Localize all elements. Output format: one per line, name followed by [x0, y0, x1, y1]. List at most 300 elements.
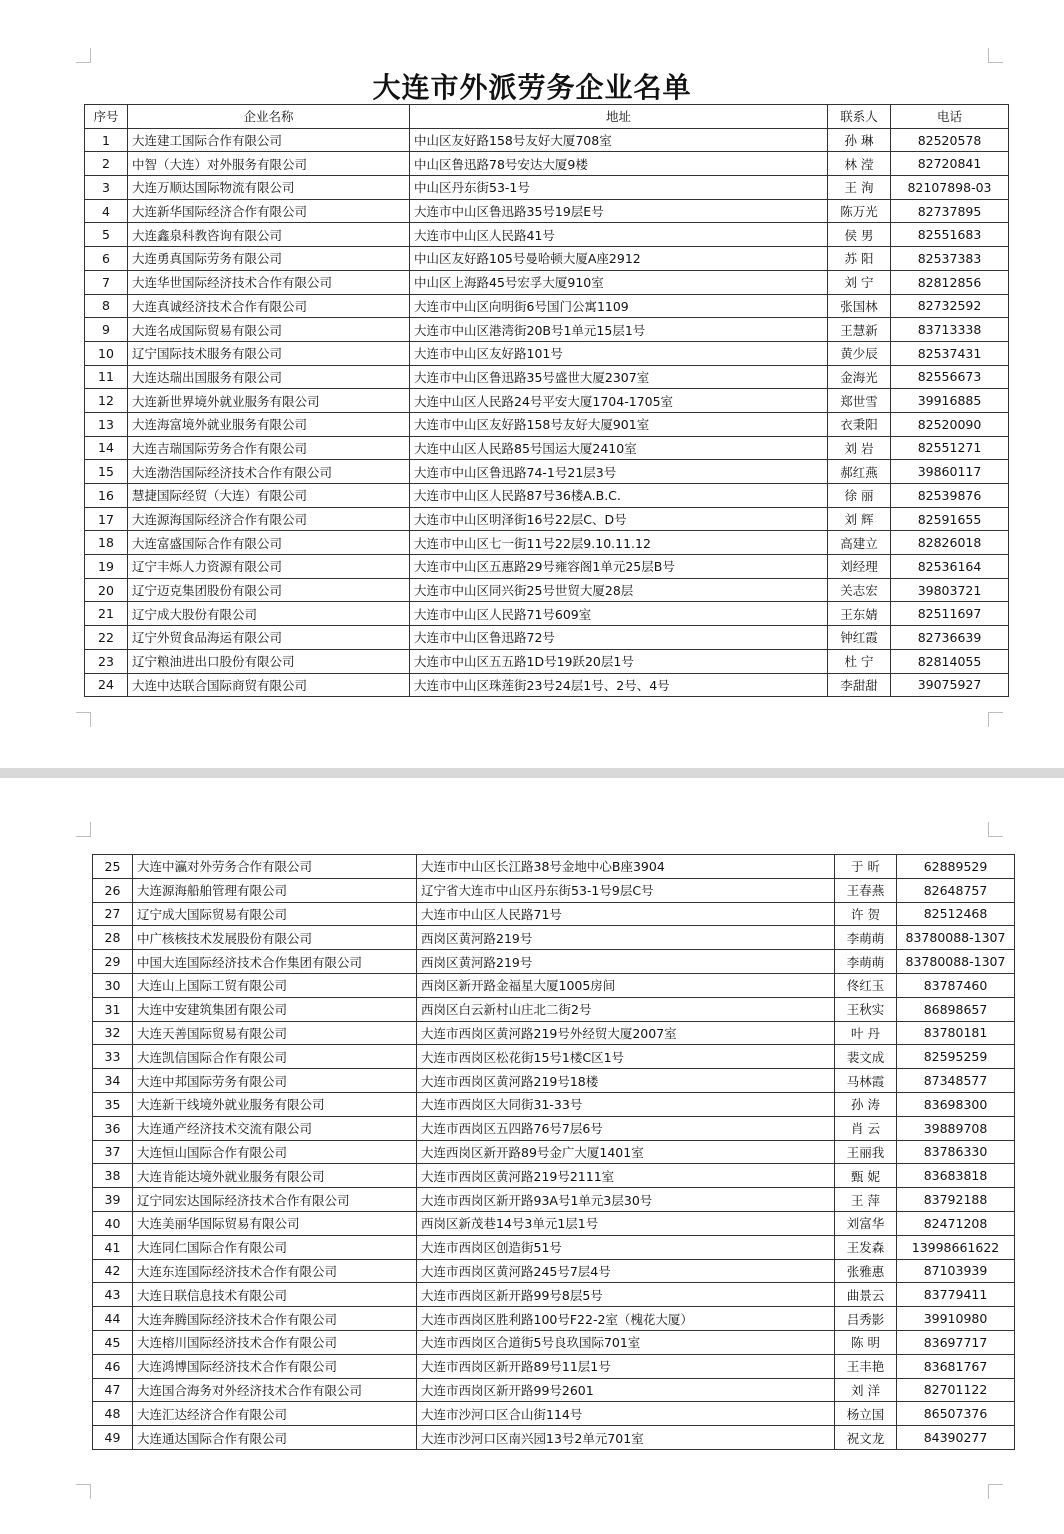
cell-phone: 39075927 [891, 673, 1009, 697]
cell-phone: 83792188 [897, 1188, 1015, 1212]
cell-company-name: 大连日联信息技术有限公司 [133, 1283, 417, 1307]
cell-company-name: 大连源海国际经济合作有限公司 [128, 507, 410, 531]
cell-company-name: 大连天善国际贸易有限公司 [133, 1021, 417, 1045]
cell-address: 大连中山区人民路24号平安大厦1704-1705室 [410, 389, 828, 413]
cell-no: 2 [85, 152, 128, 176]
cell-phone: 83787460 [897, 973, 1015, 997]
header-no: 序号 [85, 105, 128, 129]
cell-no: 20 [85, 578, 128, 602]
cell-company-name: 中广核核技术发展股份有限公司 [133, 926, 417, 950]
cell-address: 大连西岗区新开路89号金广大厦1401室 [417, 1140, 835, 1164]
cell-contact: 张国林 [828, 294, 891, 318]
cell-contact: 王秋实 [835, 997, 897, 1021]
cell-company-name: 大连海富境外就业服务有限公司 [128, 412, 410, 436]
cell-no: 49 [93, 1426, 133, 1450]
cell-contact: 肖 云 [835, 1116, 897, 1140]
cell-no: 18 [85, 531, 128, 555]
cell-no: 34 [93, 1069, 133, 1093]
table-row [85, 294, 1009, 318]
cell-contact: 钟红霞 [828, 626, 891, 650]
cell-address: 中山区友好路105号曼哈顿大厦A座2912 [410, 247, 828, 271]
cell-phone: 83786330 [897, 1140, 1015, 1164]
table-row [85, 247, 1009, 271]
crop-mark [76, 48, 91, 63]
cell-address: 大连市中山区鲁迅路35号19层E号 [410, 199, 828, 223]
cell-no: 28 [93, 926, 133, 950]
cell-phone: 39860117 [891, 460, 1009, 484]
cell-phone: 83697717 [897, 1330, 1015, 1354]
cell-address: 中山区鲁迅路78号安达大厦9楼 [410, 152, 828, 176]
cell-company-name: 大连凯信国际合作有限公司 [133, 1045, 417, 1069]
cell-address: 大连市西岗区黄河路219号外经贸大厦2007室 [417, 1021, 835, 1045]
cell-contact: 苏 阳 [828, 247, 891, 271]
cell-contact: 刘 洋 [835, 1378, 897, 1402]
table-row [93, 1188, 1015, 1212]
cell-contact: 侯 男 [828, 223, 891, 247]
cell-contact: 王丰艳 [835, 1354, 897, 1378]
cell-company-name: 辽宁粮油进出口股份有限公司 [128, 649, 410, 673]
cell-contact: 王春燕 [835, 878, 897, 902]
cell-company-name: 大连吉瑞国际劳务合作有限公司 [128, 436, 410, 460]
cell-no: 41 [93, 1235, 133, 1259]
cell-no: 27 [93, 902, 133, 926]
cell-address: 西岗区新茂巷14号3单元1层1号 [417, 1211, 835, 1235]
cell-address: 西岗区新开路金福星大厦1005房间 [417, 973, 835, 997]
cell-no: 35 [93, 1092, 133, 1116]
table-header-row [85, 105, 1009, 129]
cell-company-name: 辽宁迈克集团股份有限公司 [128, 578, 410, 602]
cell-contact: 曲景云 [835, 1283, 897, 1307]
header-address: 地址 [410, 105, 828, 129]
cell-contact: 叶 丹 [835, 1021, 897, 1045]
cell-address: 大连市中山区五惠路29号雍容阁1单元25层B号 [410, 555, 828, 579]
cell-phone: 83683818 [897, 1164, 1015, 1188]
cell-company-name: 大连中安建筑集团有限公司 [133, 997, 417, 1021]
cell-no: 39 [93, 1188, 133, 1212]
cell-contact: 王发森 [835, 1235, 897, 1259]
cell-phone: 82536164 [891, 555, 1009, 579]
cell-address: 大连市中山区同兴街25号世贸大厦28层 [410, 578, 828, 602]
cell-contact: 吕秀影 [835, 1307, 897, 1331]
table-row [85, 176, 1009, 200]
cell-company-name: 大连新世界境外就业服务有限公司 [128, 389, 410, 413]
table-row [85, 128, 1009, 152]
table-row [93, 1354, 1015, 1378]
cell-no: 16 [85, 484, 128, 508]
cell-contact: 王 洵 [828, 176, 891, 200]
cell-no: 19 [85, 555, 128, 579]
cell-contact: 徐 丽 [828, 484, 891, 508]
cell-address: 西岗区白云新村山庄北二街2号 [417, 997, 835, 1021]
cell-address: 大连市中山区向明街6号国门公寓1109 [410, 294, 828, 318]
cell-company-name: 大连万顺达国际物流有限公司 [128, 176, 410, 200]
table-row [93, 1140, 1015, 1164]
table-row [85, 531, 1009, 555]
company-table-page-1 [84, 104, 1009, 697]
cell-phone: 82520578 [891, 128, 1009, 152]
cell-company-name: 大连渤浩国际经济技术合作有限公司 [128, 460, 410, 484]
table-row [93, 1235, 1015, 1259]
cell-no: 12 [85, 389, 128, 413]
cell-phone: 82511697 [891, 602, 1009, 626]
cell-contact: 刘经理 [828, 555, 891, 579]
cell-company-name: 大连山上国际工贸有限公司 [133, 973, 417, 997]
cell-company-name: 大连华世国际经济技术合作有限公司 [128, 270, 410, 294]
cell-address: 大连市西岗区大同街31-33号 [417, 1092, 835, 1116]
cell-company-name: 大连中达联合国际商贸有限公司 [128, 673, 410, 697]
table-row [85, 389, 1009, 413]
cell-phone: 39889708 [897, 1116, 1015, 1140]
cell-phone: 82826018 [891, 531, 1009, 555]
cell-no: 24 [85, 673, 128, 697]
cell-contact: 李萌萌 [835, 950, 897, 974]
company-table-page-2 [92, 854, 1015, 1450]
cell-address: 大连市中山区港湾街20B号1单元15层1号 [410, 318, 828, 342]
table-row [85, 152, 1009, 176]
cell-phone: 82537383 [891, 247, 1009, 271]
cell-contact: 李萌萌 [835, 926, 897, 950]
cell-phone: 82732592 [891, 294, 1009, 318]
cell-company-name: 大连源海船舶管理有限公司 [133, 878, 417, 902]
cell-contact: 祝文龙 [835, 1426, 897, 1450]
crop-mark [988, 48, 1003, 63]
cell-phone: 83681767 [897, 1354, 1015, 1378]
cell-company-name: 大连肯能达境外就业服务有限公司 [133, 1164, 417, 1188]
crop-mark [988, 712, 1003, 727]
cell-address: 大连市中山区人民路71号 [417, 902, 835, 926]
cell-phone: 87103939 [897, 1259, 1015, 1283]
cell-no: 4 [85, 199, 128, 223]
cell-company-name: 大连汇达经济合作有限公司 [133, 1402, 417, 1426]
cell-phone: 39910980 [897, 1307, 1015, 1331]
cell-phone: 83780088-1307 [897, 926, 1015, 950]
cell-no: 42 [93, 1259, 133, 1283]
cell-contact: 林 滢 [828, 152, 891, 176]
cell-no: 7 [85, 270, 128, 294]
cell-address: 大连市中山区人民路71号609室 [410, 602, 828, 626]
cell-phone: 82551683 [891, 223, 1009, 247]
table-row [93, 950, 1015, 974]
cell-address: 大连市西岗区松花街15号1楼C区1号 [417, 1045, 835, 1069]
cell-company-name: 慧捷国际经贸（大连）有限公司 [128, 484, 410, 508]
cell-address: 大连市中山区珠莲街23号24层1号、2号、4号 [410, 673, 828, 697]
cell-company-name: 大连达瑞出国服务有限公司 [128, 365, 410, 389]
table-row [93, 1378, 1015, 1402]
cell-company-name: 大连东连国际经济技术合作有限公司 [133, 1259, 417, 1283]
table-row [93, 1092, 1015, 1116]
cell-address: 大连市中山区明泽街16号22层C、D号 [410, 507, 828, 531]
cell-phone: 83780088-1307 [897, 950, 1015, 974]
cell-address: 大连中山区人民路85号国运大厦2410室 [410, 436, 828, 460]
cell-no: 47 [93, 1378, 133, 1402]
cell-company-name: 大连鸿博国际经济技术合作有限公司 [133, 1354, 417, 1378]
table-row [93, 1164, 1015, 1188]
cell-phone: 82591655 [891, 507, 1009, 531]
table-row [93, 1283, 1015, 1307]
cell-no: 22 [85, 626, 128, 650]
cell-address: 大连市西岗区五四路76号7层6号 [417, 1116, 835, 1140]
cell-company-name: 辽宁丰烁人力资源有限公司 [128, 555, 410, 579]
cell-company-name: 大连通产经济技术交流有限公司 [133, 1116, 417, 1140]
cell-contact: 王慧新 [828, 318, 891, 342]
cell-no: 25 [93, 855, 133, 879]
cell-no: 48 [93, 1402, 133, 1426]
cell-phone: 82551271 [891, 436, 1009, 460]
cell-phone: 82520090 [891, 412, 1009, 436]
cell-address: 辽宁省大连市中山区丹东街53-1号9层C号 [417, 878, 835, 902]
header-name: 企业名称 [128, 105, 410, 129]
cell-phone: 82471208 [897, 1211, 1015, 1235]
cell-contact: 刘 宁 [828, 270, 891, 294]
cell-phone: 82595259 [897, 1045, 1015, 1069]
cell-no: 31 [93, 997, 133, 1021]
cell-contact: 张雅惠 [835, 1259, 897, 1283]
table-row [85, 460, 1009, 484]
cell-address: 大连市西岗区黄河路219号2111室 [417, 1164, 835, 1188]
cell-contact: 佟红玉 [835, 973, 897, 997]
cell-phone: 83698300 [897, 1092, 1015, 1116]
cell-no: 26 [93, 878, 133, 902]
cell-address: 大连市中山区长江路38号金地中心B座3904 [417, 855, 835, 879]
table-row [93, 1045, 1015, 1069]
cell-no: 10 [85, 341, 128, 365]
cell-contact: 李甜甜 [828, 673, 891, 697]
cell-phone: 82701122 [897, 1378, 1015, 1402]
table-row [93, 902, 1015, 926]
cell-address: 大连市中山区人民路87号36楼A.B.C. [410, 484, 828, 508]
cell-phone: 83713338 [891, 318, 1009, 342]
cell-phone: 83780181 [897, 1021, 1015, 1045]
cell-company-name: 大连同仁国际合作有限公司 [133, 1235, 417, 1259]
cell-company-name: 大连中邦国际劳务有限公司 [133, 1069, 417, 1093]
cell-phone: 82556673 [891, 365, 1009, 389]
cell-address: 大连市中山区友好路101号 [410, 341, 828, 365]
cell-contact: 郑世雪 [828, 389, 891, 413]
cell-address: 大连市中山区人民路41号 [410, 223, 828, 247]
header-contact: 联系人 [828, 105, 891, 129]
table-body-page-1 [85, 128, 1009, 697]
cell-phone: 82537431 [891, 341, 1009, 365]
table-row [85, 199, 1009, 223]
cell-contact: 王 萍 [835, 1188, 897, 1212]
cell-no: 32 [93, 1021, 133, 1045]
cell-phone: 86507376 [897, 1402, 1015, 1426]
cell-no: 14 [85, 436, 128, 460]
table-row [93, 1116, 1015, 1140]
table-row [93, 926, 1015, 950]
cell-company-name: 大连鑫泉科教咨询有限公司 [128, 223, 410, 247]
cell-company-name: 大连中瀛对外劳务合作有限公司 [133, 855, 417, 879]
cell-contact: 黄少辰 [828, 341, 891, 365]
cell-address: 大连市沙河口区合山街114号 [417, 1402, 835, 1426]
cell-company-name: 大连新干线境外就业服务有限公司 [133, 1092, 417, 1116]
cell-contact: 刘 岩 [828, 436, 891, 460]
cell-phone: 62889529 [897, 855, 1015, 879]
cell-company-name: 辽宁同宏达国际经济技术合作有限公司 [133, 1188, 417, 1212]
table-row [85, 555, 1009, 579]
table-row [93, 1211, 1015, 1235]
cell-phone: 82737895 [891, 199, 1009, 223]
cell-contact: 郝红燕 [828, 460, 891, 484]
cell-contact: 于 昕 [835, 855, 897, 879]
cell-address: 中山区友好路158号友好大厦708室 [410, 128, 828, 152]
cell-company-name: 大连真诚经济技术合作有限公司 [128, 294, 410, 318]
cell-address: 大连市中山区鲁迅路72号 [410, 626, 828, 650]
cell-no: 36 [93, 1116, 133, 1140]
crop-mark [76, 1484, 91, 1499]
table-row [85, 673, 1009, 697]
cell-company-name: 大连勇真国际劳务有限公司 [128, 247, 410, 271]
cell-company-name: 大连恒山国际合作有限公司 [133, 1140, 417, 1164]
cell-phone: 82814055 [891, 649, 1009, 673]
cell-contact: 刘 辉 [828, 507, 891, 531]
cell-address: 西岗区黄河路219号 [417, 950, 835, 974]
table-row [93, 1021, 1015, 1045]
crop-mark [76, 712, 91, 727]
cell-contact: 孙 琳 [828, 128, 891, 152]
cell-address: 大连市西岗区胜利路100号F22-2室（槐花大厦） [417, 1307, 835, 1331]
cell-contact: 陈万光 [828, 199, 891, 223]
cell-no: 11 [85, 365, 128, 389]
table-row [85, 318, 1009, 342]
table-row [85, 341, 1009, 365]
cell-no: 1 [85, 128, 128, 152]
cell-no: 15 [85, 460, 128, 484]
cell-company-name: 大连通达国际合作有限公司 [133, 1426, 417, 1450]
cell-company-name: 大连名成国际贸易有限公司 [128, 318, 410, 342]
cell-no: 5 [85, 223, 128, 247]
cell-address: 大连市中山区五五路1D号19跃20层1号 [410, 649, 828, 673]
cell-company-name: 大连榕川国际经济技术合作有限公司 [133, 1330, 417, 1354]
table-row [93, 997, 1015, 1021]
cell-phone: 82107898-03 [891, 176, 1009, 200]
cell-company-name: 辽宁成大股份有限公司 [128, 602, 410, 626]
cell-phone: 86898657 [897, 997, 1015, 1021]
cell-company-name: 中智（大连）对外服务有限公司 [128, 152, 410, 176]
cell-no: 6 [85, 247, 128, 271]
cell-address: 中山区上海路45号宏孚大厦910室 [410, 270, 828, 294]
cell-no: 21 [85, 602, 128, 626]
cell-phone: 82648757 [897, 878, 1015, 902]
table-row [85, 484, 1009, 508]
cell-contact: 马林霞 [835, 1069, 897, 1093]
cell-address: 大连市中山区鲁迅路35号盛世大厦2307室 [410, 365, 828, 389]
cell-address: 大连市中山区七一街11号22层9.10.11.12 [410, 531, 828, 555]
cell-address: 中山区丹东街53-1号 [410, 176, 828, 200]
cell-no: 33 [93, 1045, 133, 1069]
cell-contact: 陈 明 [835, 1330, 897, 1354]
document-page-2 [0, 778, 1064, 1534]
cell-address: 大连市西岗区新开路89号11层1号 [417, 1354, 835, 1378]
cell-no: 38 [93, 1164, 133, 1188]
cell-address: 大连市西岗区新开路99号2601 [417, 1378, 835, 1402]
cell-phone: 39916885 [891, 389, 1009, 413]
table-row [85, 578, 1009, 602]
cell-no: 29 [93, 950, 133, 974]
table-row [85, 270, 1009, 294]
cell-no: 46 [93, 1354, 133, 1378]
table-row [93, 855, 1015, 879]
cell-address: 大连市西岗区新开路93A号1单元3层30号 [417, 1188, 835, 1212]
cell-phone: 83779411 [897, 1283, 1015, 1307]
cell-phone: 39803721 [891, 578, 1009, 602]
crop-mark [988, 822, 1003, 837]
cell-address: 西岗区黄河路219号 [417, 926, 835, 950]
cell-phone: 13998661622 [897, 1235, 1015, 1259]
cell-company-name: 中国大连国际经济技术合作集团有限公司 [133, 950, 417, 974]
table-row [85, 507, 1009, 531]
cell-company-name: 大连富盛国际合作有限公司 [128, 531, 410, 555]
table-body-page-2 [93, 855, 1015, 1450]
cell-company-name: 辽宁国际技术服务有限公司 [128, 341, 410, 365]
cell-phone: 82720841 [891, 152, 1009, 176]
cell-no: 43 [93, 1283, 133, 1307]
cell-address: 大连市中山区友好路158号友好大厦901室 [410, 412, 828, 436]
cell-contact: 杨立国 [835, 1402, 897, 1426]
cell-phone: 82736639 [891, 626, 1009, 650]
cell-address: 大连市沙河口区南兴园13号2单元701室 [417, 1426, 835, 1450]
cell-contact: 杜 宁 [828, 649, 891, 673]
cell-contact: 衣秉阳 [828, 412, 891, 436]
cell-company-name: 大连国合海务对外经济技术合作有限公司 [133, 1378, 417, 1402]
table-row [85, 602, 1009, 626]
cell-no: 44 [93, 1307, 133, 1331]
cell-no: 13 [85, 412, 128, 436]
crop-mark [76, 822, 91, 837]
cell-no: 30 [93, 973, 133, 997]
table-row [93, 1069, 1015, 1093]
table-row [93, 1259, 1015, 1283]
cell-contact: 孙 涛 [835, 1092, 897, 1116]
cell-contact: 刘富华 [835, 1211, 897, 1235]
table-row [85, 412, 1009, 436]
cell-contact: 许 贺 [835, 902, 897, 926]
cell-phone: 87348577 [897, 1069, 1015, 1093]
cell-phone: 82539876 [891, 484, 1009, 508]
cell-address: 大连市西岗区创造街51号 [417, 1235, 835, 1259]
table-row [93, 1426, 1015, 1450]
cell-company-name: 大连新华国际经济合作有限公司 [128, 199, 410, 223]
cell-contact: 甄 妮 [835, 1164, 897, 1188]
cell-contact: 金海光 [828, 365, 891, 389]
table-row [93, 1307, 1015, 1331]
table-row [85, 365, 1009, 389]
cell-no: 9 [85, 318, 128, 342]
table-row [85, 223, 1009, 247]
table-row [85, 626, 1009, 650]
cell-no: 45 [93, 1330, 133, 1354]
cell-no: 23 [85, 649, 128, 673]
cell-phone: 84390277 [897, 1426, 1015, 1450]
cell-company-name: 大连建工国际合作有限公司 [128, 128, 410, 152]
cell-no: 37 [93, 1140, 133, 1164]
table-row [93, 878, 1015, 902]
cell-phone: 82512468 [897, 902, 1015, 926]
cell-address: 大连市西岗区黄河路245号7层4号 [417, 1259, 835, 1283]
cell-no: 3 [85, 176, 128, 200]
page-separator [0, 768, 1064, 778]
cell-company-name: 大连美丽华国际贸易有限公司 [133, 1211, 417, 1235]
table-row [85, 649, 1009, 673]
cell-no: 40 [93, 1211, 133, 1235]
cell-contact: 王东婧 [828, 602, 891, 626]
cell-contact: 关志宏 [828, 578, 891, 602]
cell-address: 大连市西岗区合道街5号良玖国际701室 [417, 1330, 835, 1354]
cell-address: 大连市西岗区黄河路219号18楼 [417, 1069, 835, 1093]
header-phone: 电话 [891, 105, 1009, 129]
crop-mark [988, 1484, 1003, 1499]
table-row [93, 1402, 1015, 1426]
